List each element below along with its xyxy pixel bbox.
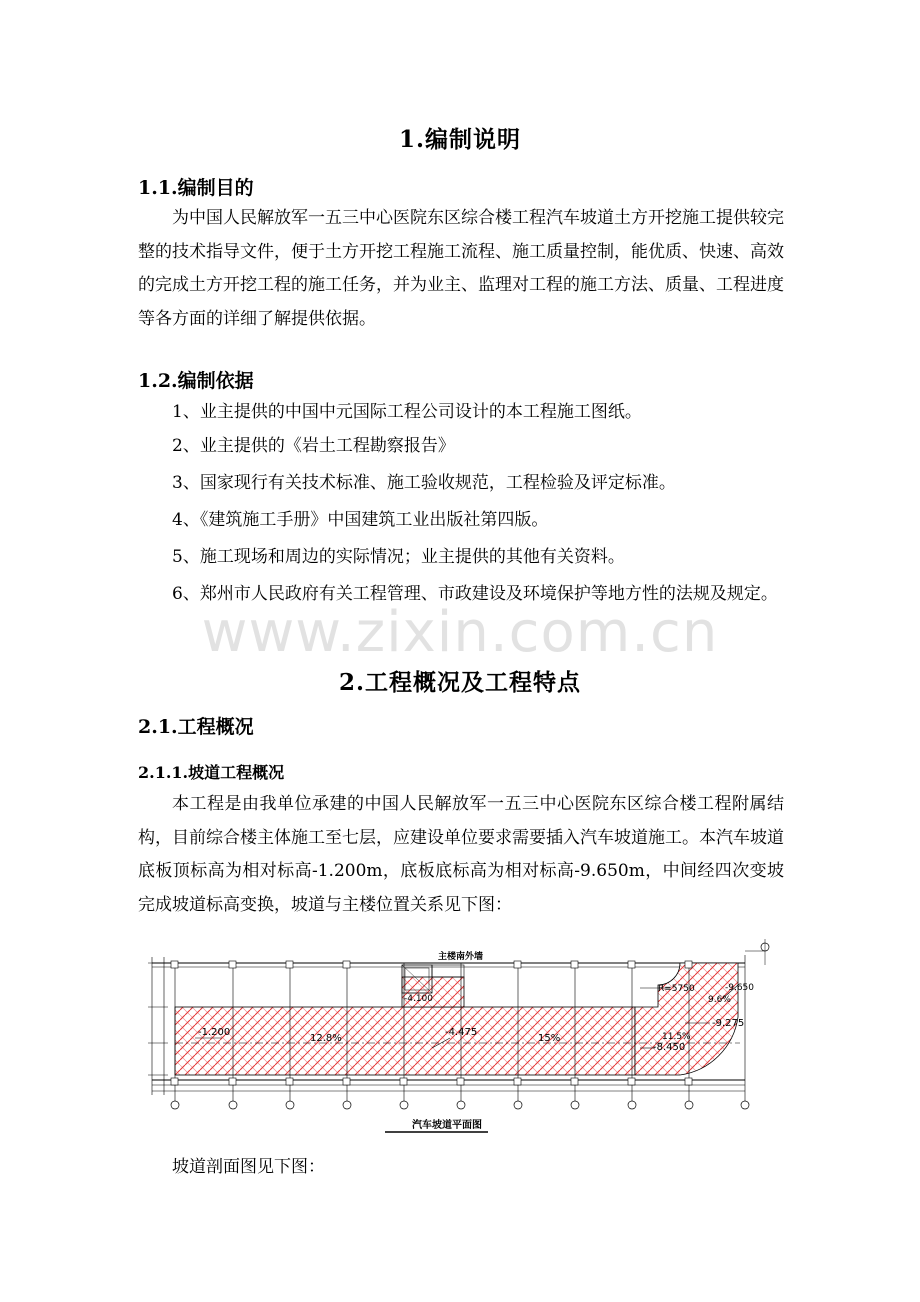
slope-1: 12.8% [310, 1033, 342, 1044]
watermark: www.zixin.com.cn [201, 600, 719, 665]
slope-3: 11.5% [662, 1032, 691, 1042]
section-1-1-title: 1.1.编制目的 [138, 177, 254, 199]
elevation-3: -4.475 [445, 1027, 478, 1038]
section-2-1-1-title: 2.1.1.坡道工程概况 [138, 763, 285, 782]
basis-item-5: 5、施工现场和周边的实际情况；业主提供的其他有关资料。 [172, 547, 625, 567]
slope-4: 9.6% [708, 995, 731, 1005]
elevation-6: -9.650 [725, 983, 755, 993]
basis-item-6: 6、郑州市人民政府有关工程管理、市政建设及环境保护等地方性的法规及规定。 [172, 584, 778, 604]
elevation-1: -1.200 [198, 1027, 231, 1038]
radius-label: R=5750 [658, 984, 695, 994]
section-1-title: 1.编制说明 [398, 126, 521, 153]
elevation-4: -8.450 [653, 1042, 686, 1053]
basis-item-4: 4、《建筑施工手册》中国建筑工业出版社第四版。 [172, 510, 549, 530]
basis-item-1: 1、业主提供的中国中元国际工程公司设计的本工程施工图纸。 [172, 402, 642, 422]
elevation-2: -4.100 [404, 994, 434, 1004]
section-caption: 坡道剖面图见下图： [172, 1157, 325, 1177]
purpose-paragraph: 为中国人民解放军一五三中心医院东区综合楼工程汽车坡道土方开挖施工提供较完整的技术指导文件，便于土方开挖工程施工流程、施工质量控制，能优质、快速、高效的完成土方开挖工程的施工任务，并为业主、监理对工程的施工方法、质量、工程进度等各方面的详细了解提供依据。 [138, 208, 784, 329]
elevation-5: -9.275 [712, 1018, 745, 1029]
section-2-1-title: 2.1.工程概况 [138, 716, 254, 738]
ramp-overview-paragraph: 本工程是由我单位承建的中国人民解放军一五三中心医院东区综合楼工程附属结构，目前综合楼主体施工至七层，应建设单位要求需要插入汽车坡道施工。本汽车坡道底板顶标高为相对标高-1.200m，底板底标高为相对标高-9.650m，中间经四次变坡完成坡道标高变换，坡道与主楼位置关系见下图： [138, 794, 784, 915]
wall-label: 主楼南外墙 [438, 952, 484, 962]
basis-item-2: 2、业主提供的《岩土工程勘察报告》 [172, 436, 455, 456]
slope-2: 15% [538, 1033, 561, 1044]
section-1-2-title: 1.2.编制依据 [138, 370, 254, 392]
drawing-title: 汽车坡道平面图 [412, 1120, 482, 1131]
basis-item-3: 3、国家现行有关技术标准、施工验收规范，工程检验及评定标准。 [172, 473, 676, 493]
section-2-title: 2.工程概况及工程特点 [338, 669, 581, 696]
ramp-plan-drawing [140, 935, 780, 1135]
